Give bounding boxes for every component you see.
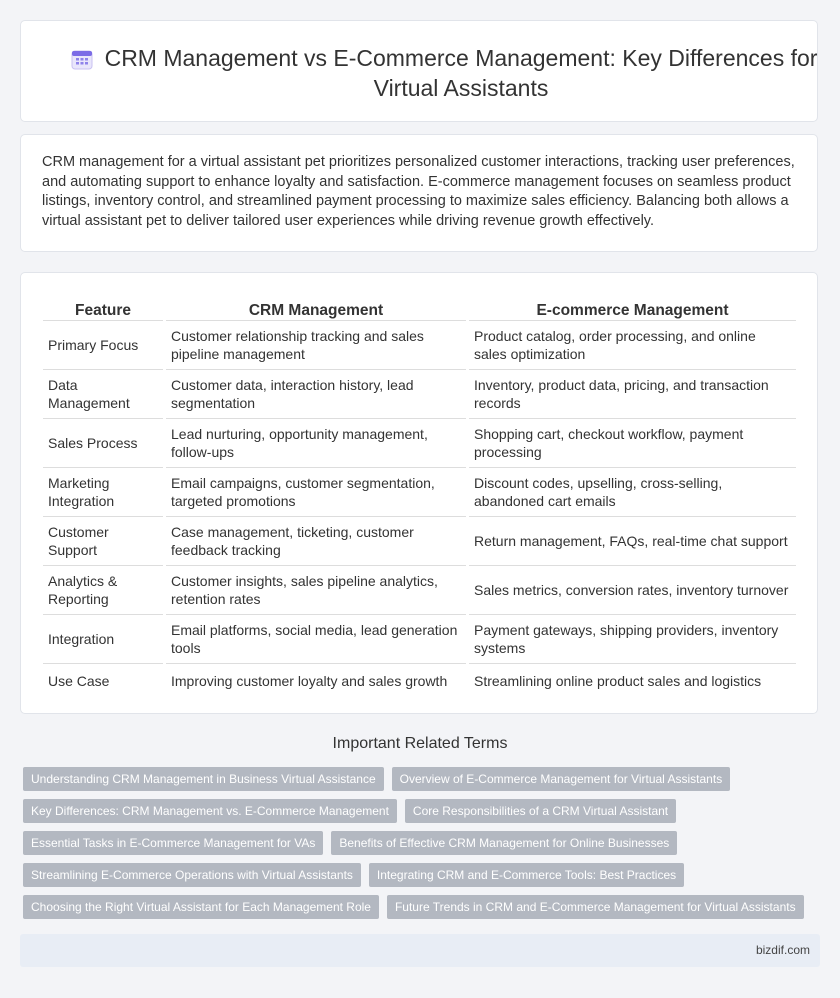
table-row xyxy=(43,615,798,664)
ecommerce-cell: Product catalog, order processing, and online sales optimization xyxy=(468,321,798,370)
table-row xyxy=(43,566,798,615)
page-title: CRM Management vs E-Commerce Management: Key Differences for Virtual Assistants xyxy=(104,45,818,101)
related-term-link[interactable]: Key Differences: CRM Management vs. E-Commerce Management xyxy=(23,799,397,823)
related-term-link[interactable]: Benefits of Effective CRM Management for Online Businesses xyxy=(331,831,677,855)
feature-cell: Sales Process xyxy=(43,419,165,468)
ecommerce-cell: Sales metrics, conversion rates, inventory turnover xyxy=(468,566,798,615)
header-crm: CRM Management xyxy=(165,292,468,321)
table-row xyxy=(43,664,798,699)
feature-cell: Marketing Integration xyxy=(43,468,165,517)
crm-cell: Customer relationship tracking and sales pipeline management xyxy=(165,321,468,370)
ecommerce-cell: Payment gateways, shipping providers, inventory systems xyxy=(468,615,798,664)
ecommerce-cell: Inventory, product data, pricing, and transaction records xyxy=(468,370,798,419)
table-row xyxy=(43,419,798,468)
table-row xyxy=(43,468,798,517)
comparison-card xyxy=(20,272,818,714)
ecommerce-cell: Shopping cart, checkout workflow, payment processing xyxy=(468,419,798,468)
footer-site[interactable]: bizdif.com xyxy=(755,943,810,957)
crm-cell: Lead nurturing, opportunity management, follow-ups xyxy=(165,419,468,468)
feature-cell: Integration xyxy=(43,615,165,664)
related-terms-heading: Important Related Terms xyxy=(332,735,508,752)
intro-text: CRM management for a virtual assistant pet prioritizes personalized customer interactions, tracking user preferences, and automating support to enhance loyalty and satisfaction. E-commerce management focuses on seamless product listings, inventory control, and streamlined payment processing to maximize sales efficiency. Balancing both allows a virtual assistant pet to deliver tailored user experiences while driving revenue growth effectively. xyxy=(42,154,795,229)
feature-cell: Analytics & Reporting xyxy=(43,566,165,615)
related-term-link[interactable]: Choosing the Right Virtual Assistant for Each Management Role xyxy=(23,895,379,919)
table-row xyxy=(43,370,798,419)
crm-cell: Customer data, interaction history, lead segmentation xyxy=(165,370,468,419)
ecommerce-cell: Streamlining online product sales and logistics xyxy=(468,664,798,699)
ecommerce-cell: Return management, FAQs, real-time chat support xyxy=(468,517,798,566)
related-term-link[interactable]: Future Trends in CRM and E-Commerce Management for Virtual Assistants xyxy=(387,895,804,919)
calendar-icon xyxy=(71,48,93,70)
feature-cell: Use Case xyxy=(43,664,165,699)
header-feature: Feature xyxy=(43,292,165,321)
table-row xyxy=(43,321,798,370)
table-header-row xyxy=(43,292,798,321)
related-term-link[interactable]: Understanding CRM Management in Business Virtual Assistance xyxy=(23,767,384,791)
table-row xyxy=(43,517,798,566)
comparison-table xyxy=(43,292,799,698)
ecommerce-cell: Discount codes, upselling, cross-selling, abandoned cart emails xyxy=(468,468,798,517)
related-term-link[interactable]: Streamlining E-Commerce Operations with Virtual Assistants xyxy=(23,863,361,887)
title-card xyxy=(20,20,818,122)
related-term-link[interactable]: Integrating CRM and E-Commerce Tools: Best Practices xyxy=(369,863,684,887)
related-term-link[interactable]: Core Responsibilities of a CRM Virtual Assistant xyxy=(405,799,676,823)
feature-cell: Primary Focus xyxy=(43,321,165,370)
related-term-link[interactable]: Overview of E-Commerce Management for Virtual Assistants xyxy=(392,767,731,791)
related-term-link[interactable]: Essential Tasks in E-Commerce Management for VAs xyxy=(23,831,323,855)
feature-cell: Customer Support xyxy=(43,517,165,566)
crm-cell: Email campaigns, customer segmentation, targeted promotions xyxy=(165,468,468,517)
crm-cell: Improving customer loyalty and sales growth xyxy=(165,664,468,699)
related-terms-list xyxy=(23,767,823,927)
intro-card xyxy=(20,134,818,252)
header-ecommerce: E-commerce Management xyxy=(468,292,798,321)
footer xyxy=(20,934,820,967)
crm-cell: Customer insights, sales pipeline analytics, retention rates xyxy=(165,566,468,615)
crm-cell: Case management, ticketing, customer feedback tracking xyxy=(165,517,468,566)
crm-cell: Email platforms, social media, lead generation tools xyxy=(165,615,468,664)
feature-cell: Data Management xyxy=(43,370,165,419)
